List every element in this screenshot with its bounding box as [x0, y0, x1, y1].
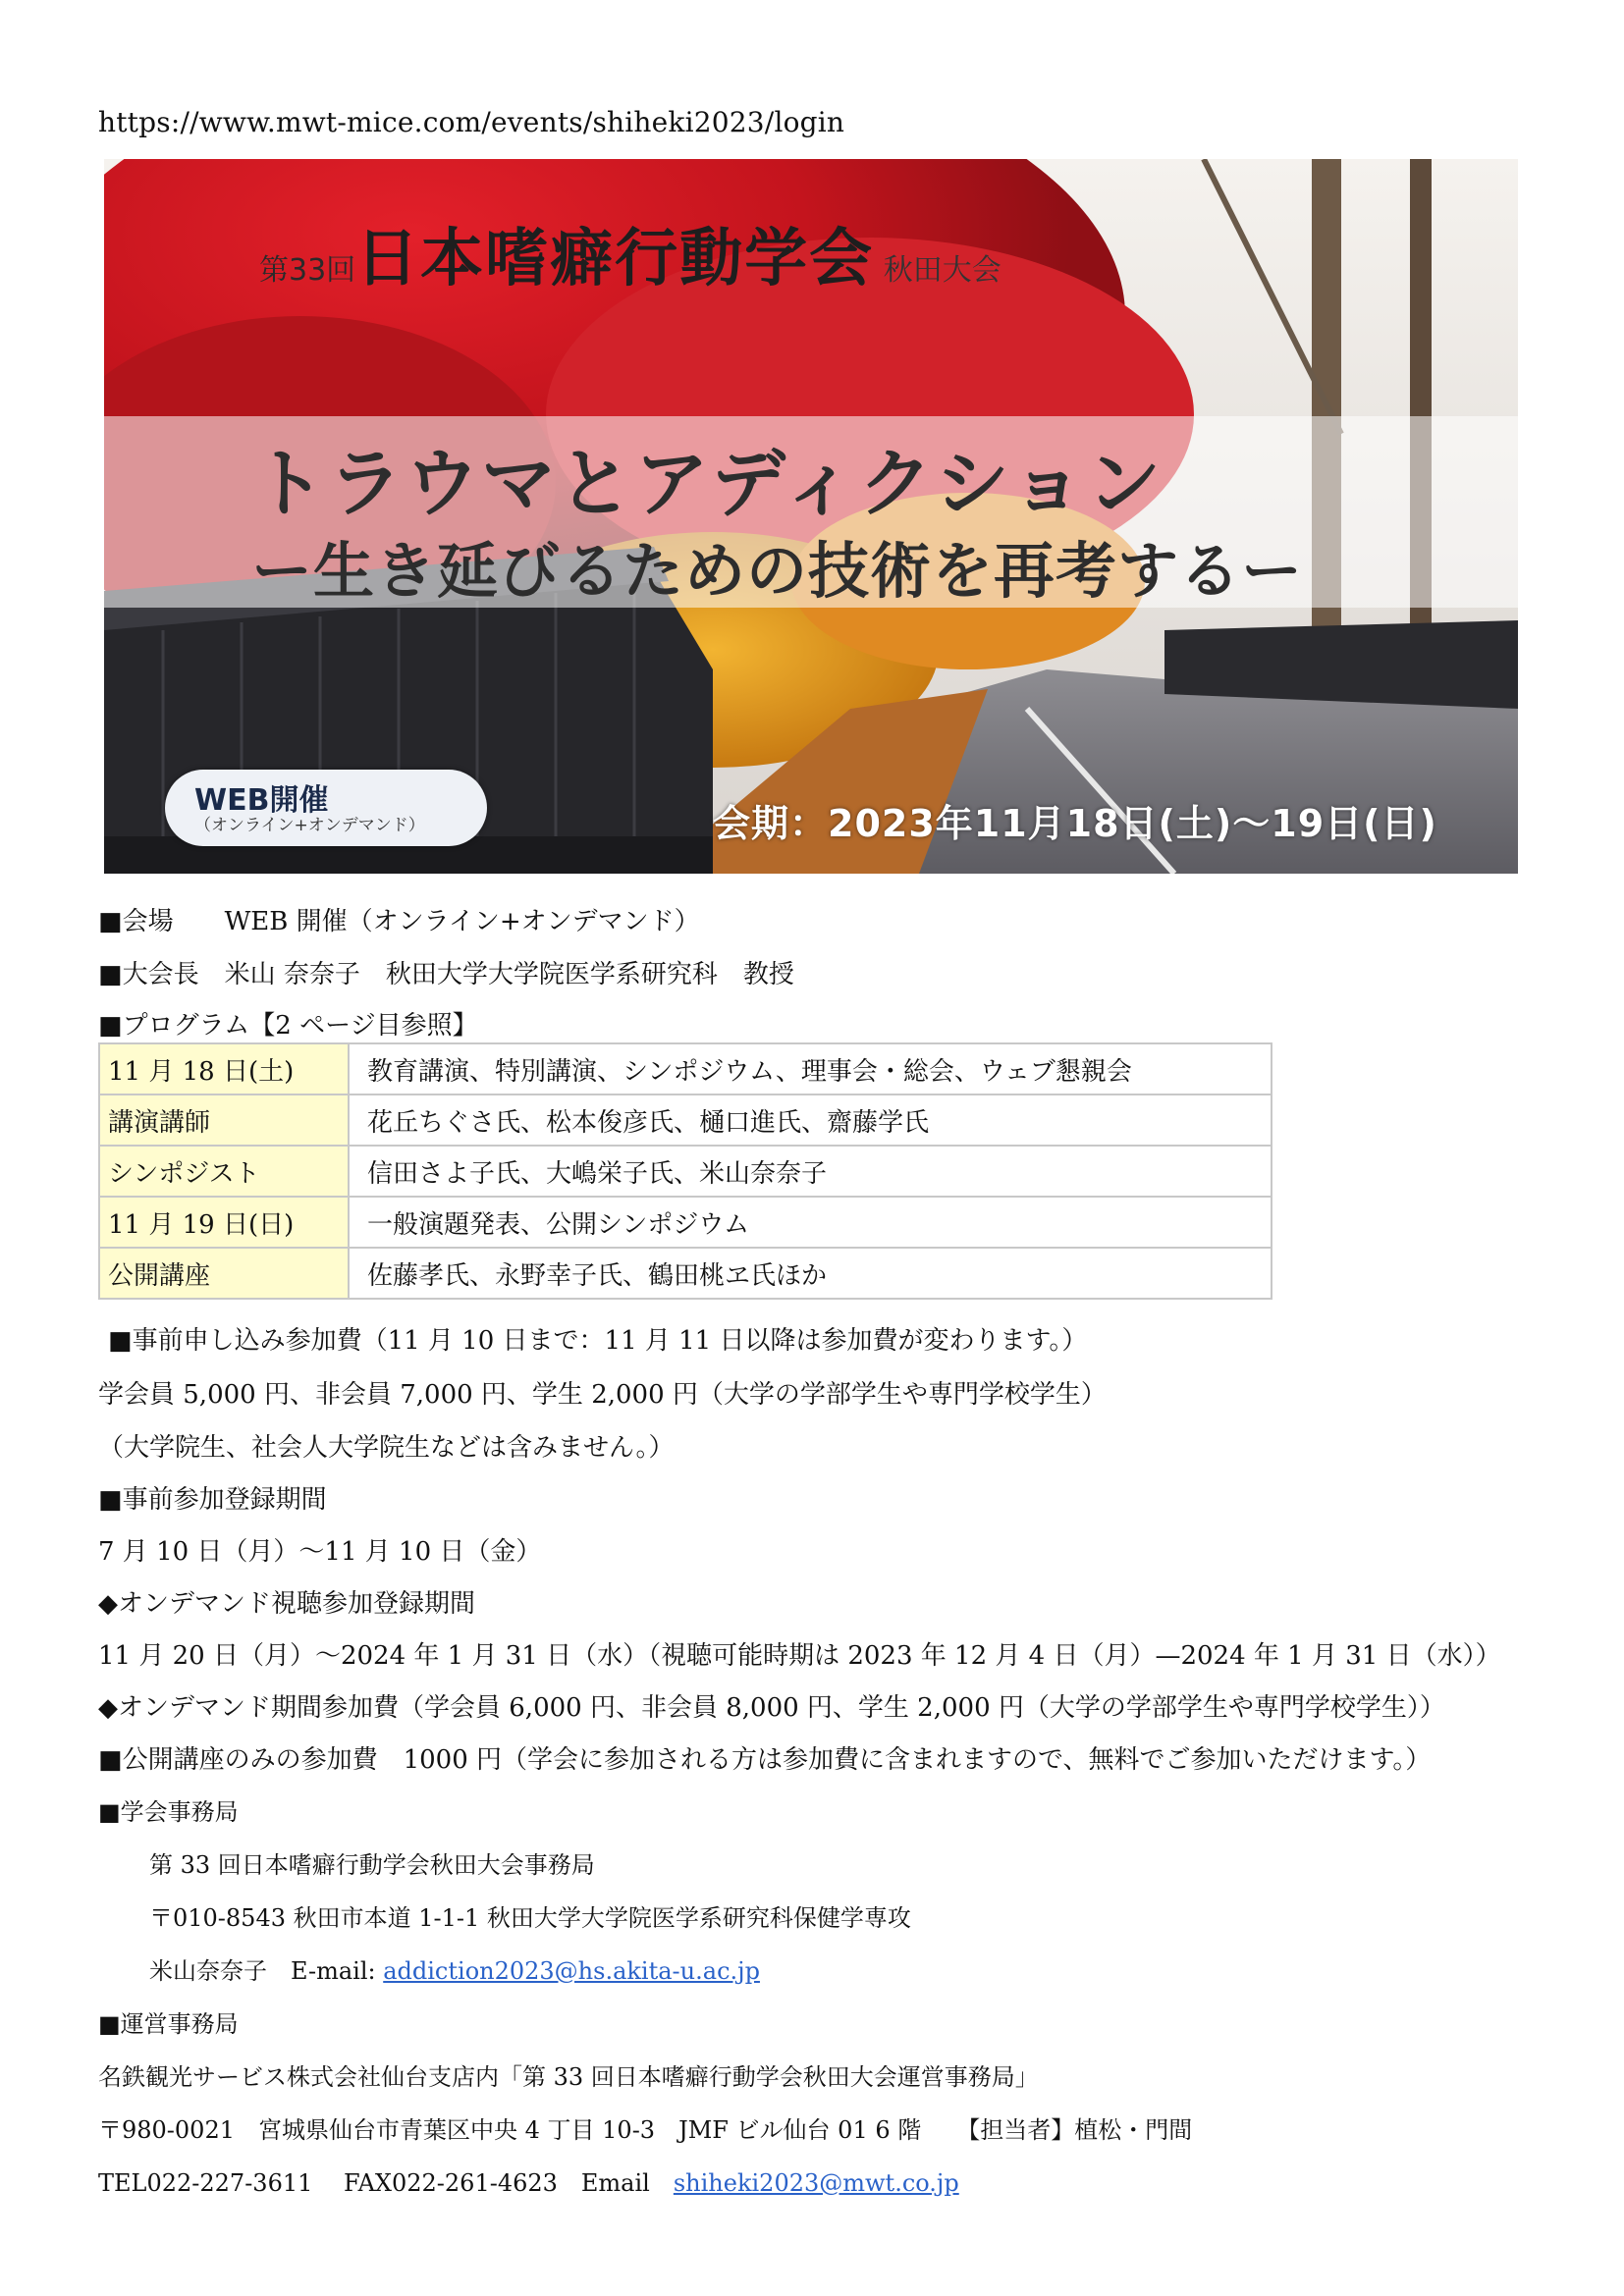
secretariat-email-link[interactable]: addiction2023@hs.akita-u.ac.jp [383, 1957, 760, 1985]
program-heading: ■プログラム【2 ページ目参照】 [98, 1011, 478, 1041]
conference-dates: 会期：2023年11月18日(土)〜19日(日) [713, 802, 1437, 845]
ondemand-period: 11 月 20 日（月）〜2024 年 1 月 31 日（水）（視聴可能時期は 2023 年 12 月 4 日（月）—2024 年 1 月 31 日（水）） [98, 1641, 1501, 1671]
ondemand-fee: ◆オンデマンド期間参加費（学会員 6,000 円、非会員 8,000 円、学生 2,000 円（大学の学部学生や専門学校学生）） [98, 1693, 1445, 1723]
table-row [99, 1095, 1272, 1146]
program-value: 一般演題発表、公開シンポジウム [349, 1197, 1272, 1248]
table-row [99, 1146, 1272, 1197]
program-value: 信田さよ子氏、大嶋栄子氏、米山奈奈子 [349, 1146, 1272, 1197]
registration-period: 7 月 10 日（月）〜11 月 10 日（金） [98, 1537, 542, 1567]
web-badge-label: WEB開催 [194, 783, 329, 818]
program-label: 講演講師 [99, 1095, 349, 1146]
ondemand-heading: ◆オンデマンド視聴参加登録期間 [98, 1589, 475, 1619]
program-table [98, 1042, 1272, 1300]
fee-line-2: （大学院生、社会人大学院生などは含みません。） [98, 1433, 675, 1463]
operations-address: 〒980-0021 宮城県仙台市青葉区中央 4 丁目 10-3 JMF ビル仙台 01 6 階 【担当者】植松・門間 [98, 2116, 1193, 2144]
registration-heading: ■事前参加登録期間 [98, 1485, 327, 1515]
secretariat-heading: ■学会事務局 [98, 1798, 239, 1826]
president-line: ■大会長 米山 奈奈子 秋田大学大学院医学系研究科 教授 [98, 960, 794, 989]
operations-contact [98, 2163, 959, 2198]
page-url: https://www.mwt-mice.com/events/shiheki2023/login [98, 106, 845, 138]
operations-email-link[interactable]: shiheki2023@mwt.co.jp [673, 2169, 959, 2197]
program-label: シンポジスト [99, 1146, 349, 1197]
table-row [99, 1248, 1272, 1299]
program-label: 11 月 18 日(土) [99, 1043, 349, 1095]
secretariat-address: 〒010-8543 秋田市本道 1-1-1 秋田大学大学院医学系研究科保健学専攻 [149, 1904, 911, 1932]
program-label: 11 月 19 日(日) [99, 1197, 349, 1248]
conference-location: 秋田大会 [883, 253, 1001, 288]
edition-prefix: 第33回 [259, 253, 356, 288]
secretariat-contact [149, 1951, 760, 1986]
secretariat-contact-label: 米山奈奈子 E-mail: [149, 1957, 384, 1985]
web-badge-sublabel: （オンライン+オンデマンド） [194, 816, 425, 835]
venue-line: ■会場 WEB 開催（オンライン+オンデマンド） [98, 907, 700, 936]
table-row [99, 1043, 1272, 1095]
program-value: 佐藤孝氏、永野幸子氏、鶴田桃ヱ氏ほか [349, 1248, 1272, 1299]
public-lecture-fee: ■公開講座のみの参加費 1000 円（学会に参加される方は参加費に含まれますので、無料でご参加いただけます。） [98, 1745, 1432, 1775]
program-value: 教育講演、特別講演、シンポジウム、理事会・総会、ウェブ懇親会 [349, 1043, 1272, 1095]
fee-line-1: 学会員 5,000 円、非会員 7,000 円、学生 2,000 円（大学の学部学生や専門学校学生） [98, 1380, 1107, 1410]
conference-title [259, 208, 1001, 298]
operations-heading: ■運営事務局 [98, 2010, 239, 2038]
program-value: 花丘ちぐさ氏、松本俊彦氏、樋口進氏、齋藤学氏 [349, 1095, 1272, 1146]
operations-phone: TEL022-227-3611 FAX022-261-4623 Email [98, 2169, 674, 2197]
table-row [99, 1197, 1272, 1248]
conference-banner [104, 159, 1518, 874]
theme-subtitle: ー生き延びるための技術を再考するー [251, 535, 1304, 607]
fee-heading: ■事前申し込み参加費（11 月 10 日まで：11 月 11 日以降は参加費が変わります。） [108, 1326, 1088, 1356]
theme-title: トラウマとアディクション [251, 440, 1164, 527]
society-name: 日本嗜癖行動学会 [355, 223, 875, 295]
secretariat-name: 第 33 回日本嗜癖行動学会秋田大会事務局 [149, 1851, 595, 1879]
program-label: 公開講座 [99, 1248, 349, 1299]
operations-name: 名鉄観光サービス株式会社仙台支店内「第 33 回日本嗜癖行動学会秋田大会運営事務局」 [98, 2063, 1039, 2091]
